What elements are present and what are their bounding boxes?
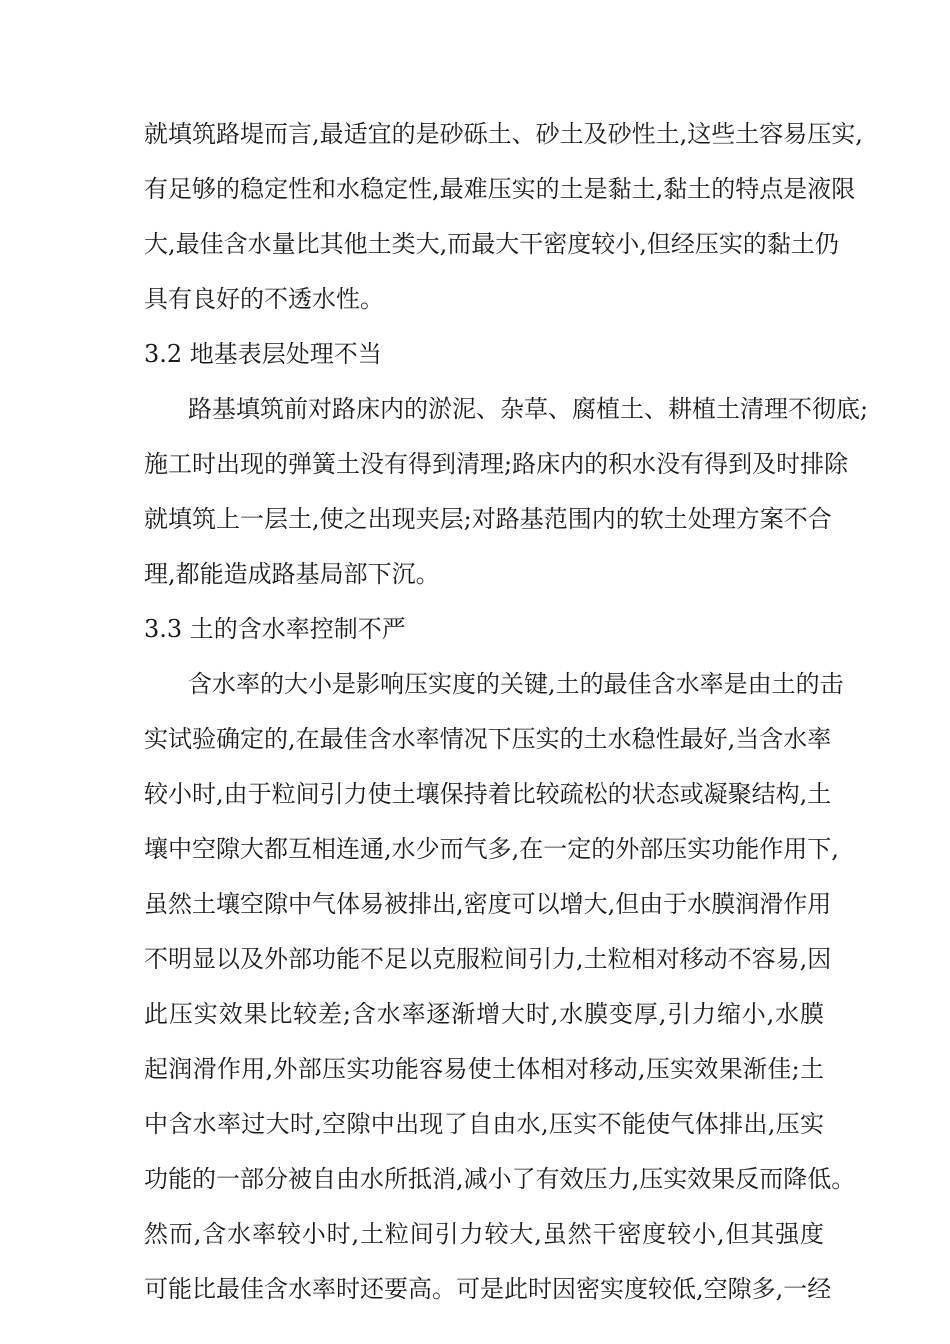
paragraph-line: 路基填筑前对路床内的淤泥、杂草、腐植土、耕植土清理不彻底; — [188, 395, 869, 423]
paragraph-line: 含水率的大小是影响压实度的关键,土的最佳含水率是由土的击 — [188, 670, 844, 698]
paragraph-line: 此压实效果比较差;含水率逐渐增大时,水膜变厚,引力缩小,水膜 — [144, 1000, 824, 1028]
paragraph-line: 不明显以及外部功能不足以克服粒间引力,土粒相对移动不容易,因 — [144, 945, 832, 973]
section-heading-3-2: 3.2 地基表层处理不当 — [144, 340, 382, 368]
paragraph-line: 有足够的稳定性和水稳定性,最难压实的土是黏土,黏土的特点是液限 — [144, 175, 856, 203]
section-heading-3-3: 3.3 土的含水率控制不严 — [144, 615, 406, 643]
paragraph-line: 起润滑作用,外部压实功能容易使土体相对移动,压实效果渐佳;土 — [144, 1055, 824, 1083]
paragraph-line: 可能比最佳含水率时还要高。可是此时因密实度较低,空隙多,一经 — [144, 1275, 832, 1303]
paragraph-line: 较小时,由于粒间引力使土壤保持着比较疏松的状态或凝聚结构,土 — [144, 780, 832, 808]
paragraph-line: 实试验确定的,在最佳含水率情况下压实的土水稳性最好,当含水率 — [144, 725, 832, 753]
paragraph-line: 就填筑路堤而言,最适宜的是砂砾土、砂土及砂性土,这些土容易压实, — [144, 120, 863, 148]
paragraph-line: 壤中空隙大都互相连通,水少而气多,在一定的外部压实功能作用下, — [144, 835, 839, 863]
paragraph-line: 就填筑上一层土,使之出现夹层;对路基范围内的软土处理方案不合 — [144, 505, 832, 533]
paragraph-line: 大,最佳含水量比其他土类大,而最大干密度较小,但经压实的黏土仍 — [144, 230, 839, 258]
paragraph-line: 中含水率过大时,空隙中出现了自由水,压实不能使气体排出,压实 — [144, 1110, 824, 1138]
paragraph-line: 功能的一部分被自由水所抵消,减小了有效压力,压实效果反而降低。 — [144, 1165, 856, 1193]
paragraph-line: 理,都能造成路基局部下沉。 — [144, 560, 440, 588]
paragraph-line: 然而,含水率较小时,土粒间引力较大,虽然干密度较小,但其强度 — [144, 1220, 824, 1248]
paragraph-line: 虽然土壤空隙中气体易被排出,密度可以增大,但由于水膜润滑作用 — [144, 890, 832, 918]
paragraph-line: 施工时出现的弹簧土没有得到清理;路床内的积水没有得到及时排除 — [144, 450, 849, 478]
paragraph-line: 具有良好的不透水性。 — [144, 285, 384, 313]
